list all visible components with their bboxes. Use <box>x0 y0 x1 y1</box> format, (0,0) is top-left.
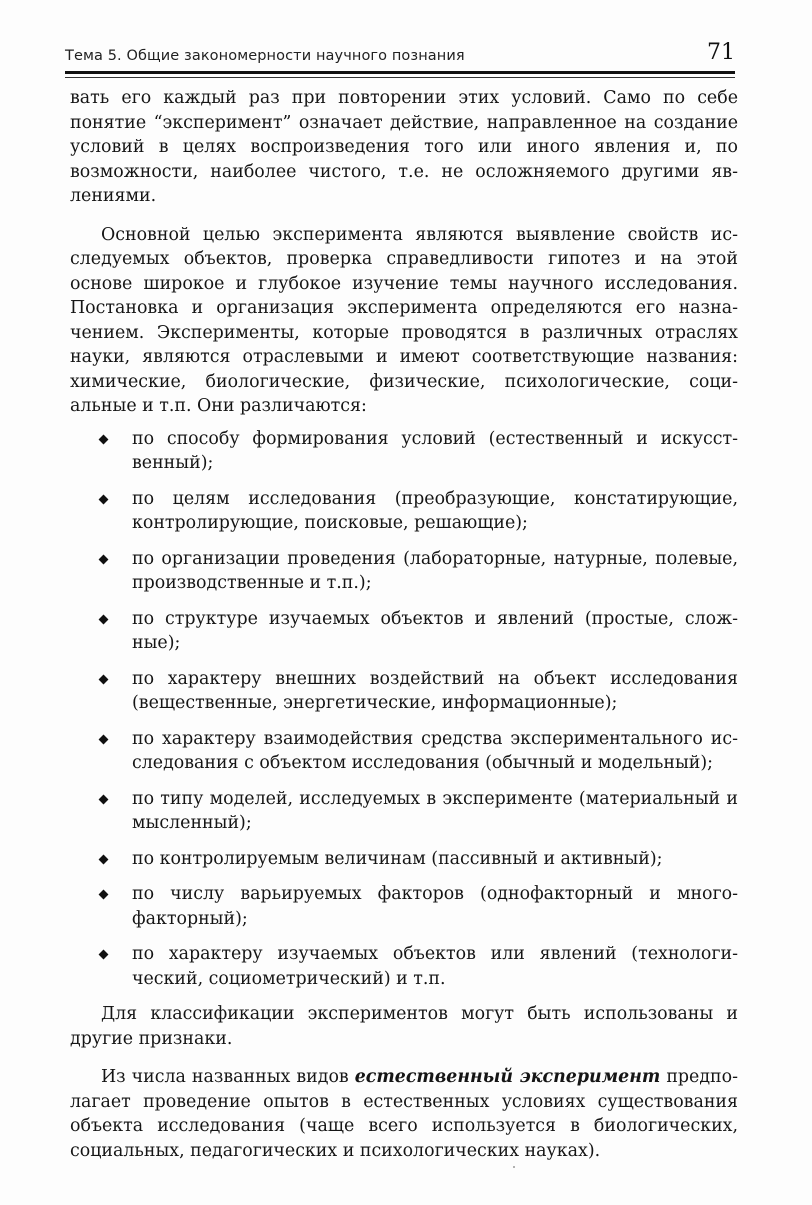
body-text <box>70 86 738 1163</box>
diamond-bullet-icon <box>99 854 109 864</box>
paragraph-other-criteria: Для классификации экспериментов могут быть использованы и другие признаки. <box>70 1004 738 1049</box>
diamond-bullet-icon <box>99 554 109 564</box>
list-item: по характеру взаимодействия средства экспериментального исследования с объектом исследования (обычный и модельный); <box>70 727 738 776</box>
paragraph-continuation: вать его каждый раз при повторении этих условий. Само по себе понятие “эксперимент” означает действие, направленное на создание условий в целях воспроизведения того или иного явления и, по возможности, наиболее чистого, т.е. не осложняемого другими явлениями. <box>70 88 738 206</box>
list-item: по структуре изучаемых объектов и явлений (простые, сложные); <box>70 607 738 656</box>
header-rule-thick <box>65 71 735 74</box>
list-item: по организации проведения (лабораторные, натурные, полевые, производственные и т.п.); <box>70 547 738 596</box>
header-rule-thin <box>65 77 735 78</box>
diamond-bullet-icon <box>99 950 109 960</box>
paragraph-experiment-goals: Основной целью эксперимента являются выявление свойств исследуемых объектов, проверка справедливости гипотез и на этой основе широкое и глубокое изучение темы научного исследования. Постановка и организация эксперимента определяются его назначением. Эксперименты, которые проводятся в различных отраслях науки, являются отраслевыми и имеют соответствующие названия: химические, биологические, физические, психологические, социальные и т.п. Они различаются: <box>70 224 738 416</box>
diamond-bullet-icon <box>99 494 109 504</box>
classification-list <box>70 427 738 992</box>
list-item: по числу варьируемых факторов (однофакторный и многофакторный); <box>70 882 738 931</box>
list-item: по типу моделей, исследуемых в эксперименте (материальный и мысленный); <box>70 787 738 836</box>
diamond-bullet-icon <box>99 614 109 624</box>
emphasized-term: естественный эксперимент <box>354 1067 661 1087</box>
page-number: 71 <box>707 40 735 65</box>
chapter-title: Тема 5. Общие закономерности научного познания <box>65 48 465 64</box>
paragraph-natural-experiment: Из числа названных видов естественный эксперимент предполагает проведение опытов в естественных условиях существования объекта исследования (чаще всего используется в биологических, социальных, педагогических и психологических науках). <box>70 1067 738 1161</box>
list-item: по целям исследования (преобразующие, констатирующие, контролирующие, поисковые, решающие); <box>70 487 738 536</box>
diamond-bullet-icon <box>99 794 109 804</box>
diamond-bullet-icon <box>99 434 109 444</box>
diamond-bullet-icon <box>99 734 109 744</box>
list-item: по способу формирования условий (естественный и искусственный); <box>70 427 738 476</box>
list-item: по характеру изучаемых объектов или явлений (технологический, социометрический) и т.п. <box>70 942 738 991</box>
scan-speck <box>513 1166 515 1168</box>
diamond-bullet-icon <box>99 674 109 684</box>
diamond-bullet-icon <box>99 890 109 900</box>
list-item: по контролируемым величинам (пассивный и активный); <box>70 847 738 872</box>
list-item: по характеру внешних воздействий на объект исследования (вещественные, энергетические, информационные); <box>70 667 738 716</box>
